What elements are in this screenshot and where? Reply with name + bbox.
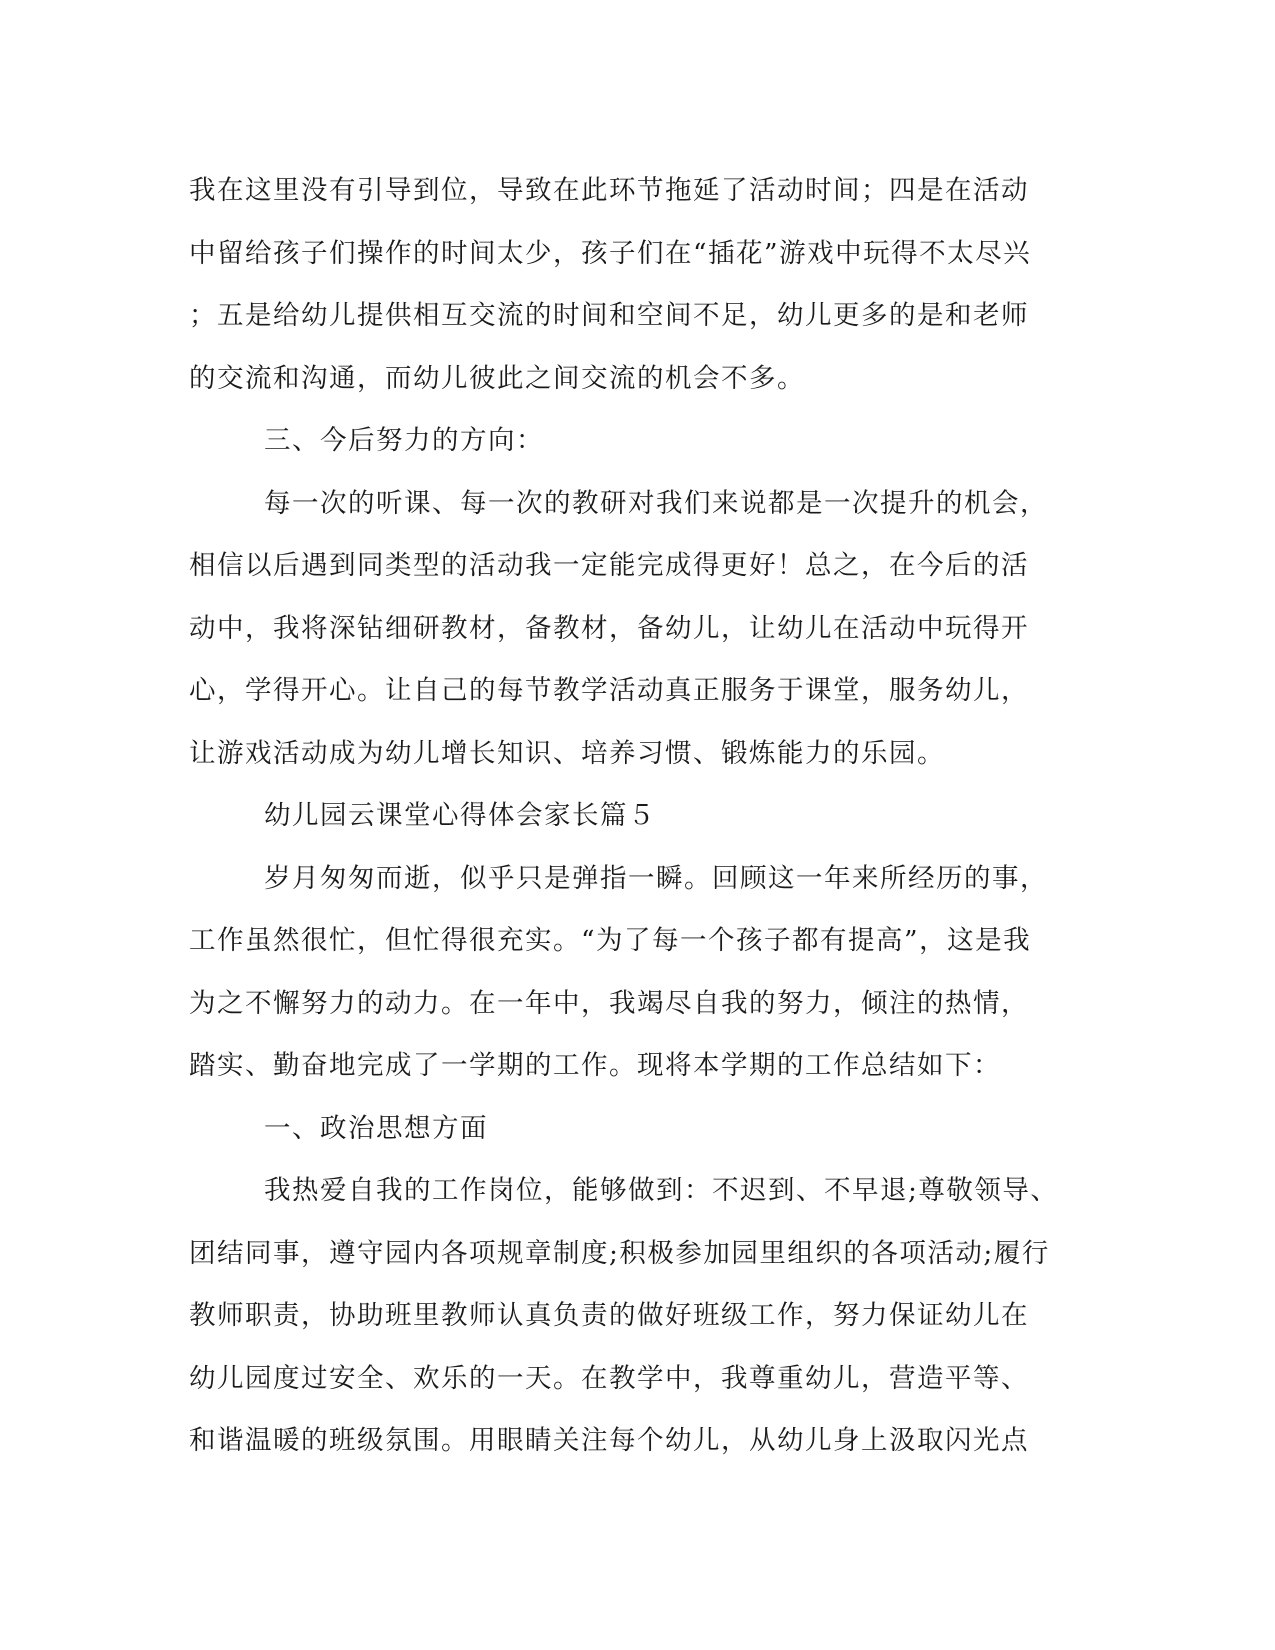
text-line: 工作虽然很忙，但忙得很充实。“为了每一个孩子都有提高”，这是我 [189, 925, 1032, 956]
text-line: 动中，我将深钻细研教材，备教材，备幼儿，让幼儿在活动中玩得开 [189, 612, 1029, 644]
text-line: 幼儿园度过安全、欢乐的一天。在教学中，我尊重幼儿，营造平等、 [189, 1362, 1029, 1394]
text-line: 教师职责，协助班里教师认真负责的做好班级工作，努力保证幼儿在 [189, 1300, 1029, 1331]
text-line: 我在这里没有引导到位，导致在此环节拖延了活动时间；四是在活动 [189, 175, 1029, 206]
text-line: 团结同事，遵守园内各项规章制度;积极参加园里组织的各项活动;履行 [189, 1237, 1050, 1269]
text-line: 的交流和沟通，而幼儿彼此之间交流的机会不多。 [189, 362, 805, 394]
paragraph-first-line: 每一次的听课、每一次的教研对我们来说都是一次提升的机会， [264, 487, 1048, 519]
text-line: 为之不懈努力的动力。在一年中，我竭尽自我的努力，倾注的热情， [189, 987, 1029, 1019]
article-title: 幼儿园云课堂心得体会家长篇５ [264, 800, 656, 831]
section-heading: 三、今后努力的方向： [264, 425, 544, 456]
text-line: 让游戏活动成为幼儿增长知识、培养习惯、锻炼能力的乐园。 [189, 737, 945, 769]
text-line: 相信以后遇到同类型的活动我一定能完成得更好！总之，在今后的活 [189, 550, 1029, 581]
text-line: 中留给孩子们操作的时间太少，孩子们在“插花”游戏中玩得不太尽兴 [189, 237, 1032, 269]
section-heading: 一、政治思想方面 [264, 1112, 488, 1144]
paragraph-first-line: 岁月匆匆而逝，似乎只是弹指一瞬。回顾这一年来所经历的事， [264, 862, 1048, 894]
text-line: 踏实、勤奋地完成了一学期的工作。现将本学期的工作总结如下： [189, 1050, 1001, 1081]
text-line: 心，学得开心。让自己的每节教学活动真正服务于课堂，服务幼儿， [189, 675, 1029, 706]
text-line: ；五是给幼儿提供相互交流的时间和空间不足，幼儿更多的是和老师 [189, 300, 1029, 331]
document-body [189, 160, 1079, 1473]
paragraph-first-line: 我热爱自我的工作岗位，能够做到：不迟到、不早退;尊敬领导、 [264, 1175, 1059, 1206]
text-line: 和谐温暖的班级氛围。用眼睛关注每个幼儿，从幼儿身上汲取闪光点 [189, 1425, 1029, 1456]
